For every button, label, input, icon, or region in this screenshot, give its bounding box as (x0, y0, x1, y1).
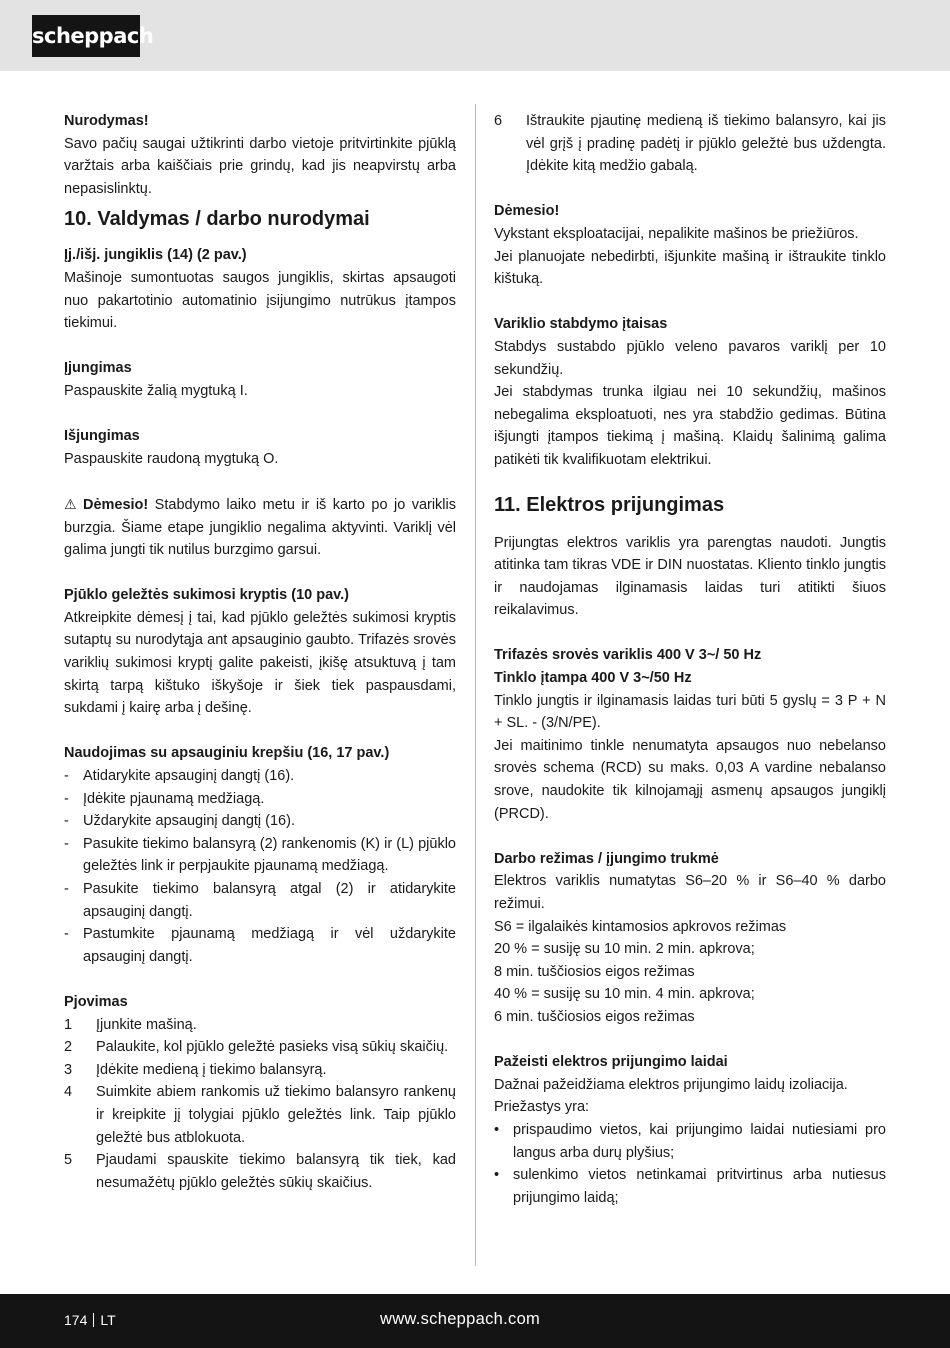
dash-bullet: - (64, 813, 69, 830)
right-column (494, 110, 886, 1209)
numbered-step (64, 1149, 456, 1194)
dot-bullet: • (494, 1167, 500, 1184)
language-code: LT (100, 1312, 116, 1328)
basket-heading: Naudojimas su apsauginiu krepšiu (16, 17 pav.) (64, 745, 390, 762)
section-11-heading: 11. Elektros prijungimas (494, 493, 725, 516)
numbered-step (64, 1081, 456, 1149)
on-text: Paspauskite žalią mygtuką I. (64, 382, 248, 399)
page-number: 174 (64, 1312, 88, 1328)
causes-list (494, 1119, 886, 1209)
numbered-step (64, 1059, 456, 1082)
list-item (494, 1164, 886, 1209)
list-item-text: Pasukite tiekimo balansyrą atgal (2) ir atidarykite apsauginį dangtį. (83, 881, 456, 920)
dash-bullet: - (64, 881, 69, 897)
step-text: Palaukite, kol pjūklo geležtė pasieks visą sūkių skaičių. (96, 1039, 449, 1056)
brake-heading: Variklio stabdymo įtaisas (494, 316, 668, 333)
causes-label: Priežastys yra: (494, 1099, 590, 1116)
damaged-cables-text: Dažnai pažeidžiama elektros prijungimo laidų izoliacija. (494, 1076, 848, 1093)
off-text: Paspauskite raudoną mygtuką O. (64, 450, 279, 467)
dash-bullet: - (64, 835, 69, 852)
numbered-step (64, 1014, 456, 1037)
footer-bar (0, 1294, 950, 1348)
step-text: Įjunkite mašiną. (96, 1016, 197, 1033)
numbered-step (494, 110, 886, 178)
voltage-heading: Tinklo įtampa 400 V 3~/50 Hz (494, 670, 692, 687)
list-item (64, 810, 456, 833)
switch-text: Mašinoje sumontuotas saugos jungiklis, skirtas apsaugoti nuo pakartotinio automatinio įsijungimo nutrūkus įtampos tiekimui. (64, 269, 456, 332)
damaged-cables-heading: Pažeisti elektros prijungimo laidai (494, 1054, 728, 1071)
note-text: Savo pačių saugai užtikrinti darbo vietoje pritvirtinkite pjūklą varžtais arba kaiščiais prie grindų, kad jis neapvirstų arba nepasislinktų. (64, 135, 456, 197)
basket-list (64, 765, 456, 968)
list-item (64, 923, 456, 968)
list-item (494, 1119, 886, 1164)
switch-heading: Įj./išj. jungiklis (14) (2 pav.) (64, 247, 247, 264)
attention-text-1: Vykstant eksploatacijai, nepalikite mašinos be priežiūros. (494, 225, 859, 242)
list-item-text: Pasukite tiekimo balansyrą (2) rankenomis (K) ir (L) pjūklo geležtės link ir perpjaukite pjaunamą medžiagą. (83, 835, 456, 875)
step-text: Ištraukite pjautinę medieną iš tiekimo balansyro, kai jis vėl grįš į pradinę padėtį ir pjūklo geležtė bus uždengta. Įdėkite kitą medžio gabalą. (526, 113, 886, 175)
brake-text-2: Jei stabdymas trunka ilgiau nei 10 sekundžių, mašinos nebegalima eksploatuoti, nes yra stabdžio gedimas. Būtina išjungti įtampos tiekimą į mašiną. Klaidų šalinimą galima patikėti tik kvalifikuotam elektrikui. (494, 384, 886, 468)
dot-bullet: • (494, 1121, 500, 1138)
operating-mode-line: S6 = ilgalaikės kintamosios apkrovos režimas (494, 918, 787, 935)
list-item (64, 788, 456, 811)
step-number: 1 (64, 1016, 73, 1033)
page-separator (93, 1313, 94, 1327)
step-number: 3 (64, 1061, 73, 1078)
numbered-step (64, 1036, 456, 1059)
list-item-text: sulenkimo vietos netinkamai pritvirtinus arba nutiesus prijungimo laidą; (513, 1167, 886, 1206)
brake-text-1: Stabdys sustabdo pjūklo veleno pavaros variklį per 10 sekundžių. (494, 338, 886, 378)
note-heading: Nurodymas! (64, 113, 149, 129)
list-item (64, 765, 456, 788)
step-number: 4 (64, 1084, 73, 1101)
list-item (64, 833, 456, 878)
off-heading: Išjungimas (64, 428, 140, 445)
website-link[interactable]: www.scheppach.com (380, 1310, 541, 1328)
attention-text-2: Jei planuojate nebedirbti, išjunkite mašiną ir ištraukite tinklo kištuką. (494, 248, 886, 288)
list-item-text: prispaudimo vietos, kai prijungimo laidai nutiesiami pro langus arba durų plyšius; (513, 1121, 886, 1161)
step-text: Įdėkite medieną į tiekimo balansyrą. (96, 1061, 327, 1078)
dash-bullet: - (64, 926, 69, 943)
rcd-text: Jei maitinimo tinkle nenumatyta apsaugos nuo nebelanso srovės schema (RCD) su maks. 0,03 A vardine nebalanso srove, naudokite tik kilnojamąjį asmenų apsaugos jungiklį (PRCD). (494, 737, 886, 822)
warning-triangle-icon: ⚠ (64, 495, 79, 512)
list-item-text: Uždarykite apsauginį dangtį (16). (83, 813, 295, 830)
cutting-heading: Pjovimas (64, 993, 128, 1010)
operating-mode-line: Elektros variklis numatytas S6–20 % ir S6–40 % darbo režimui. (494, 873, 886, 912)
operating-mode-line: 20 % = susiję su 10 min. 2 min. apkrova; (494, 941, 755, 958)
header-bar (0, 0, 950, 71)
step-text: Suimkite abiem rankomis už tiekimo balansyro rankenų ir kreipkite jį tolygiai pjūklo geležtės link. Taip pjūklo geležtė bus atblokuota. (96, 1084, 456, 1146)
list-item-text: Įdėkite pjaunamą medžiagą. (83, 790, 265, 807)
scheppach-logo: scheppach (32, 15, 140, 57)
warning-text: Stabdymo laiko metu ir iš karto po jo variklis burzgia. Šiame etape jungiklio negalima aktyvinti. Variklį vėl galima jungti tik nutilus burzgimo garsui. (64, 496, 456, 559)
step-number: 6 (494, 113, 503, 129)
step-number: 2 (64, 1039, 73, 1056)
operating-mode-line: 6 min. tuščiosios eigos režimas (494, 1008, 695, 1025)
step-number: 5 (64, 1152, 73, 1169)
cutting-steps (64, 1014, 456, 1195)
three-phase-heading: Trifazės srovės variklis 400 V 3~/ 50 Hz (494, 647, 762, 664)
list-item-text: Pastumkite pjaunamą medžiagą ir vėl uždarykite apsauginį dangtį. (83, 926, 456, 965)
cable-text: Tinklo jungtis ir ilginamasis laidas turi būti 5 gyslų = 3 P + N + SL. - (3/N/PE). (494, 692, 886, 732)
page-indicator (64, 1310, 116, 1330)
step-text: Pjaudami spauskite tiekimo balansyrą tik tiek, kad nesumažėtų pjūklo geležtės sūkių skaičius. (96, 1152, 456, 1191)
dash-bullet: - (64, 790, 69, 807)
left-column (64, 110, 456, 1194)
warning-paragraph (64, 493, 456, 562)
on-heading: Įjungimas (64, 360, 132, 377)
direction-heading: Pjūklo geležtės sukimosi kryptis (10 pav.) (64, 587, 350, 604)
operating-mode-line: 8 min. tuščiosios eigos režimas (494, 963, 695, 980)
electric-intro: Prijungtas elektros variklis yra parengtas naudoti. Jungtis atitinka tam tikras VDE ir DIN nuostatas. Kliento tinklo jungtis ir naudojamas ilginamasis laidas turi atitikti šiuos reikalavimus. (494, 534, 886, 619)
direction-text: Atkreipkite dėmesį į tai, kad pjūklo geležtės sukimosi kryptis sutaptų su nurodytąja ant apsauginio gaubto. Trifazės srovės variklių sukimosi kryptį galite pakeisti, įkišę atsuktuvą į tam skirtą tarpą kištuko iškyšoje ir šiek tiek paspausdami, sukdami į kairę arba į dešinę. (64, 609, 456, 717)
list-item (64, 878, 456, 923)
dash-bullet: - (64, 768, 69, 785)
operating-mode-heading: Darbo režimas / įjungimo trukmė (494, 850, 719, 867)
column-divider (475, 104, 476, 1266)
operating-mode-line: 40 % = susiję su 10 min. 4 min. apkrova; (494, 986, 755, 1003)
attention-heading: Dėmesio! (494, 203, 560, 220)
section-10-heading: 10. Valdymas / darbo nurodymai (64, 208, 370, 231)
list-item-text: Atidarykite apsauginį dangtį (16). (83, 768, 295, 785)
warning-label: Dėmesio! (82, 496, 149, 513)
